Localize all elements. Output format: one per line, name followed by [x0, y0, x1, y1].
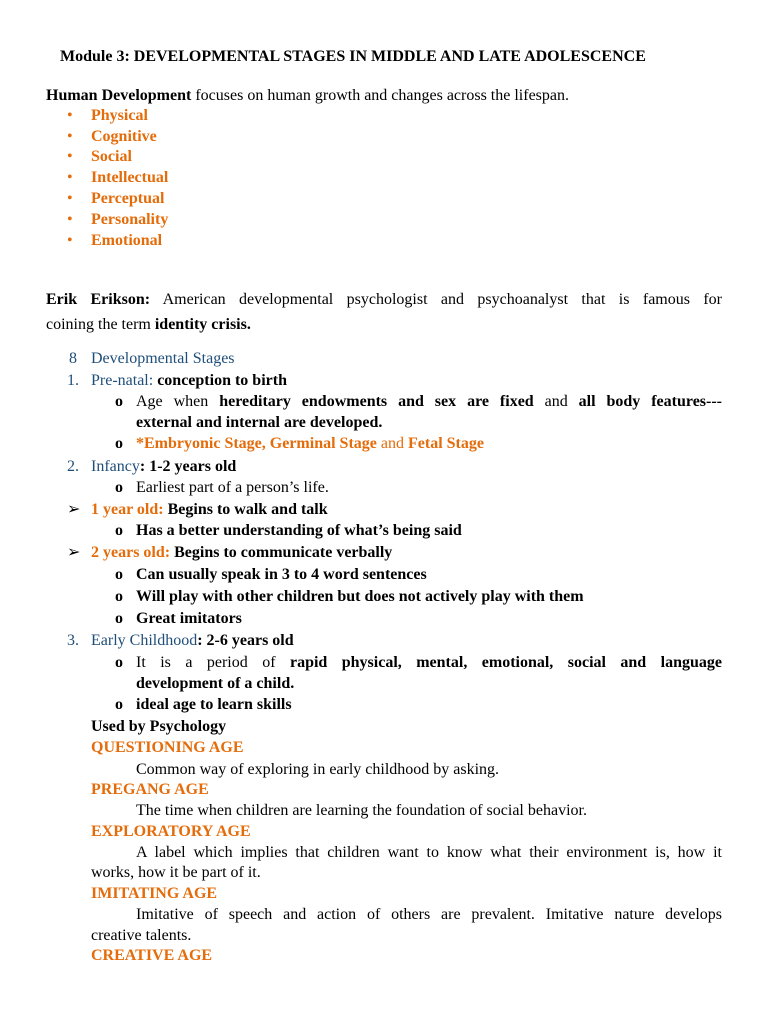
age-label: 1 year old: — [91, 501, 164, 518]
list-item — [67, 231, 73, 251]
age-name: CREATIVE AGE — [91, 947, 213, 964]
text-span-bold: Fetal Stage — [407, 435, 484, 452]
identity-crisis-term: identity crisis. — [154, 316, 251, 333]
one-year-bullet-1: Has a better understanding of what’s being said — [136, 522, 462, 539]
early-childhood-bullet-1 — [136, 653, 722, 673]
bullet-icon: • — [67, 107, 73, 124]
age-name: EXPLORATORY AGE — [91, 823, 251, 840]
text-span: and — [533, 393, 579, 410]
circle-bullet-icon: o — [115, 479, 123, 496]
bullet-icon: • — [67, 148, 73, 165]
text-span: Age when — [136, 393, 220, 410]
bullet-icon: • — [67, 169, 73, 186]
stage-early-childhood — [91, 631, 294, 651]
one-year-row — [91, 500, 328, 520]
stage-infancy — [91, 457, 236, 477]
stage-label: Early Childhood — [91, 632, 198, 649]
age-desc-cont: creative talents. — [91, 927, 192, 944]
text-span: and — [376, 435, 408, 452]
early-childhood-bullet-1-cont: development of a child. — [136, 675, 295, 692]
list-item-label: Intellectual — [91, 169, 169, 186]
circle-bullet-icon: o — [115, 522, 123, 539]
age-name: PREGANG AGE — [91, 781, 209, 798]
bullet-icon: • — [67, 232, 73, 249]
arrow-bullet-icon: ➢ — [67, 544, 81, 561]
human-development-intro — [46, 86, 569, 106]
list-item — [67, 168, 73, 188]
circle-bullet-icon: o — [115, 654, 123, 671]
list-item — [67, 127, 73, 147]
stage-prenatal — [91, 371, 287, 391]
used-by-label: Used by Psychology — [91, 718, 227, 735]
infancy-bullet-1: Earliest part of a person’s life. — [136, 479, 329, 496]
early-childhood-bullet-2: ideal age to learn skills — [136, 696, 292, 713]
document-title: Module 3: DEVELOPMENTAL STAGES IN MIDDLE AND LATE ADOLESCENCE — [60, 48, 646, 65]
stage-desc: : 2-6 years old — [197, 632, 294, 649]
erikson-desc-cont: coining the term — [46, 316, 155, 333]
stage-desc: : 1-2 years old — [139, 458, 237, 475]
prenatal-bullet-1-cont: external and internal are developed. — [136, 414, 383, 431]
erikson-name: Erik Erikson: — [46, 291, 151, 308]
erikson-line-2 — [46, 315, 251, 335]
age-desc: Common way of exploring in early childhood by asking. — [136, 761, 500, 778]
prenatal-bullet-2 — [136, 434, 484, 454]
stage-label: Infancy — [91, 458, 140, 475]
text-span-bold: rapid physical, mental, emotional, social and language — [289, 654, 722, 671]
arrow-bullet-icon: ➢ — [67, 501, 81, 518]
list-item-label: Social — [91, 148, 132, 165]
erikson-desc: American developmental psychologist and psychoanalyst that is famous for — [162, 291, 723, 308]
text-span: It is a period of — [136, 654, 290, 671]
bullet-icon: • — [67, 211, 73, 228]
list-item — [67, 189, 73, 209]
age-desc: The time when children are learning the foundation of social behavior. — [136, 802, 587, 819]
human-development-desc: focuses on human growth and changes across the lifespan. — [195, 87, 569, 104]
age-name: QUESTIONING AGE — [91, 739, 244, 756]
circle-bullet-icon: o — [115, 610, 123, 627]
prenatal-bullet-1 — [136, 392, 722, 412]
circle-bullet-icon: o — [115, 696, 123, 713]
age-desc: A label which implies that children want to know what their environment is, how it — [136, 844, 722, 861]
text-span-bold: hereditary endowments and sex are fixed — [219, 393, 534, 410]
list-item — [67, 210, 73, 230]
list-item — [67, 106, 73, 126]
stage-number: 1. — [67, 372, 79, 389]
stage-desc: conception to birth — [157, 372, 287, 389]
age-name: IMITATING AGE — [91, 885, 218, 902]
list-item-label: Perceptual — [91, 190, 165, 207]
list-item-label: Emotional — [91, 232, 163, 249]
text-span-bold: all body features--- — [578, 393, 723, 410]
two-years-bullet-2: Will play with other children but does not actively play with them — [136, 588, 584, 605]
stages-heading: Developmental Stages — [91, 350, 235, 367]
age-desc: Begins to communicate verbally — [174, 544, 393, 561]
erikson-line-1 — [46, 290, 722, 310]
list-item-label: Personality — [91, 211, 169, 228]
circle-bullet-icon: o — [115, 588, 123, 605]
list-item-label: Physical — [91, 107, 148, 124]
age-desc: Imitative of speech and action of others are prevalent. Imitative nature develops — [136, 906, 722, 923]
list-item-label: Cognitive — [91, 128, 157, 145]
human-development-term: Human Development — [46, 87, 192, 104]
two-years-row — [91, 543, 392, 563]
circle-bullet-icon: o — [115, 393, 123, 410]
text-span-bold: *Embryonic Stage, Germinal Stage — [136, 435, 377, 452]
stages-heading-number: 8 — [69, 350, 77, 367]
circle-bullet-icon: o — [115, 566, 123, 583]
age-desc-cont: works, how it be part of it. — [91, 864, 261, 881]
list-item — [67, 147, 73, 167]
stage-number: 2. — [67, 458, 79, 475]
two-years-bullet-3: Great imitators — [136, 610, 242, 627]
circle-bullet-icon: o — [115, 435, 123, 452]
age-label: 2 years old: — [91, 544, 171, 561]
stage-number: 3. — [67, 632, 79, 649]
stage-label: Pre-natal: — [91, 372, 154, 389]
two-years-bullet-1: Can usually speak in 3 to 4 word sentences — [136, 566, 427, 583]
age-desc: Begins to walk and talk — [167, 501, 328, 518]
bullet-icon: • — [67, 128, 73, 145]
bullet-icon: • — [67, 190, 73, 207]
